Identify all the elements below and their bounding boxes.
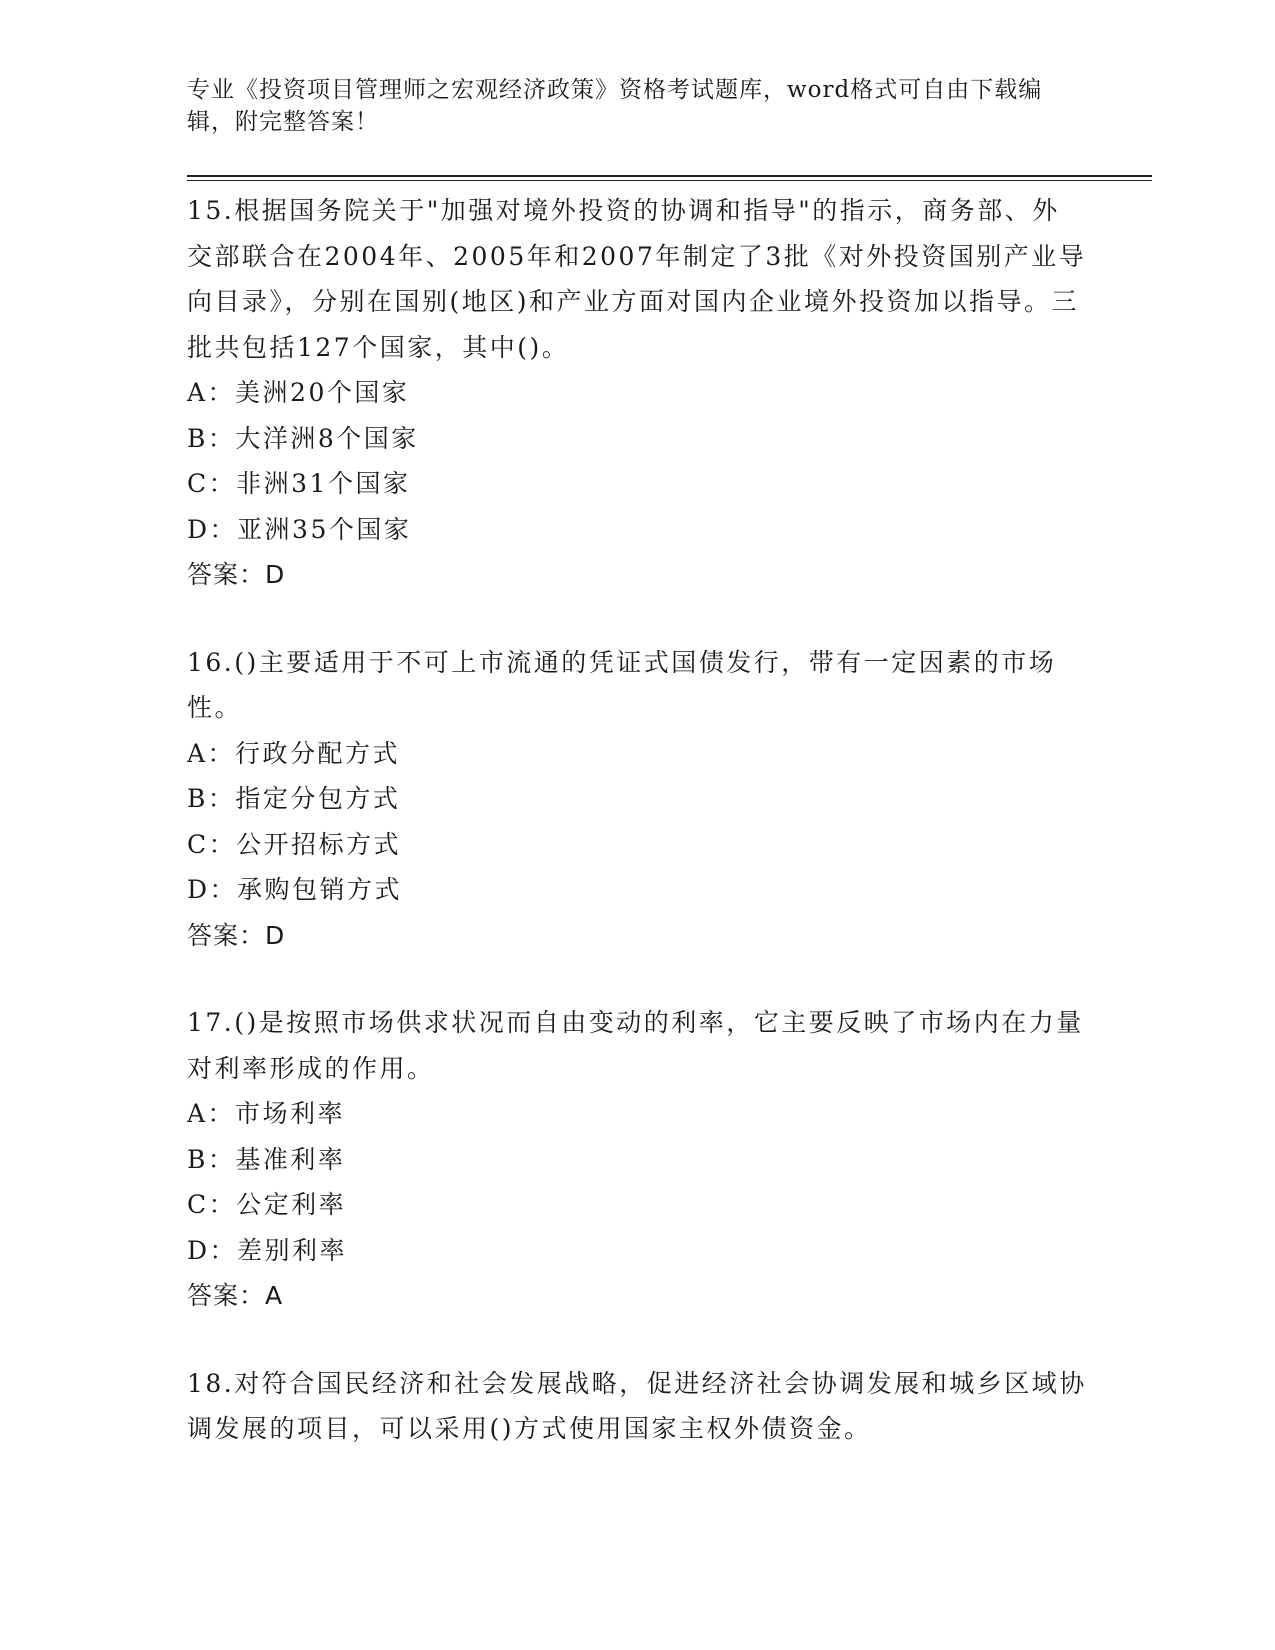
document-header: 专业《投资项目管理师之宏观经济政策》资格考试题库，word格式可自由下载编辑，附完整答案！ <box>187 77 1043 135</box>
option-d: D：承购包销方式 <box>187 875 403 904</box>
option-c: C：非洲31个国家 <box>187 469 411 498</box>
header-rule-thick <box>187 175 1152 177</box>
option-c: C：公定利率 <box>187 1190 347 1219</box>
option-a: A：行政分配方式 <box>187 738 401 768</box>
header-rule-thin <box>187 180 1152 181</box>
option-b: B：大洋洲8个国家 <box>187 423 419 453</box>
option-c: C：公开招标方式 <box>187 829 402 859</box>
answer-line: 答案：D <box>187 920 286 950</box>
option-b: B：基准利率 <box>187 1144 346 1174</box>
question-stem: 17.()是按照市场供求状况而自由变动的利率，它主要反映了市场内在力量对利率形成的作用。 <box>187 1008 1084 1083</box>
answer-line: 答案：D <box>187 560 286 589</box>
question-stem: 16.()主要适用于不可上市流通的凭证式国债发行，带有一定因素的市场性。 <box>187 647 1057 722</box>
question-18 <box>187 1361 1087 1452</box>
option-d: D：差别利率 <box>187 1235 348 1265</box>
option-a: A：市场利率 <box>187 1099 346 1128</box>
question-stem: 18.对符合国民经济和社会发展战略，促进经济社会协调发展和城乡区域协调发展的项目，可以采用()方式使用国家主权外债资金。 <box>187 1368 1087 1443</box>
option-d: D：亚洲35个国家 <box>187 514 412 544</box>
question-list <box>187 188 1087 1494</box>
answer-line: 答案：A <box>187 1281 284 1310</box>
option-b: B：指定分包方式 <box>187 784 401 813</box>
question-16 <box>187 640 1087 959</box>
question-17 <box>187 1000 1087 1319</box>
question-stem: 15.根据国务院关于"加强对境外投资的协调和指导"的指示，商务部、外交部联合在2004年、2005年和2007年制定了3批《对外投资国别产业导向目录》，分别在国别(地区)和产业方面对国内企业境外投资加以指导。三批共包括127个国家，其中()。 <box>187 196 1087 362</box>
question-15 <box>187 188 1087 598</box>
option-a: A：美洲20个国家 <box>187 378 410 407</box>
